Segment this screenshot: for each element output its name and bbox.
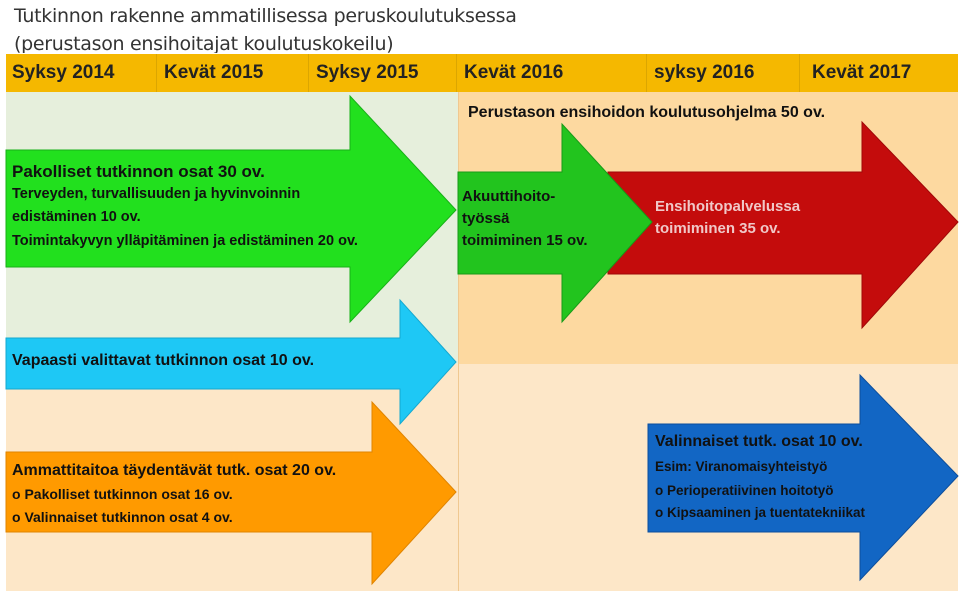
optional-electives-line: Esim: Viranomaisyhteistyö: [655, 459, 828, 474]
optional-electives-heading: Valinnaiset tutk. osat 10 ov.: [655, 433, 863, 450]
mandatory-line: edistäminen 10 ov.: [12, 209, 141, 225]
period-kevat-2017: Kevät 2017: [812, 62, 912, 83]
diagram-title: Tutkinnon rakenne ammatillisessa peruskoulutuksessa: [14, 5, 517, 27]
diagram-subtitle: (perustason ensihoitajat koulutuskokeilu): [14, 33, 394, 53]
mandatory-line: Terveyden, turvallisuuden ja hyvinvoinnin: [12, 186, 301, 202]
ensihoito-line: Ensihoitopalvelussa: [655, 198, 801, 215]
supplementary-line: o Valinnaiset tutkinnon osat 4 ov.: [12, 509, 233, 525]
ensihoito-line: toimiminen 35 ov.: [655, 220, 781, 237]
mandatory-heading: Pakolliset tutkinnon osat 30 ov.: [12, 162, 265, 181]
period-kevat-2016: Kevät 2016: [464, 62, 564, 83]
supplementary-line: o Pakolliset tutkinnon osat 16 ov.: [12, 486, 233, 502]
optional-electives-line: o Kipsaaminen ja tuentatekniikat: [655, 505, 866, 520]
optional-electives-arrow: [648, 375, 958, 580]
period-kevat-2015: Kevät 2015: [164, 62, 264, 83]
acute-care-line: toimiminen 15 ov.: [462, 232, 588, 249]
free-electives-heading: Vapaasti valittavat tutkinnon osat 10 ov.: [12, 352, 315, 369]
mandatory-line: Toimintakyvyn ylläpitäminen ja edistäminen 20 ov.: [12, 233, 358, 249]
period-syksy-2014: Syksy 2014: [12, 62, 115, 83]
period-syksy-2015: Syksy 2015: [316, 62, 419, 83]
period-syksy-2016: syksy 2016: [654, 62, 755, 83]
acute-care-line: Akuuttihoito-: [462, 188, 556, 205]
optional-electives-line: o Perioperatiivinen hoitotyö: [655, 483, 834, 498]
acute-care-line: työssä: [462, 210, 510, 227]
program-label: Perustason ensihoidon koulutusohjelma 50 ov.: [468, 104, 826, 121]
supplementary-heading: Ammattitaitoa täydentävät tutk. osat 20 ov.: [12, 462, 337, 479]
